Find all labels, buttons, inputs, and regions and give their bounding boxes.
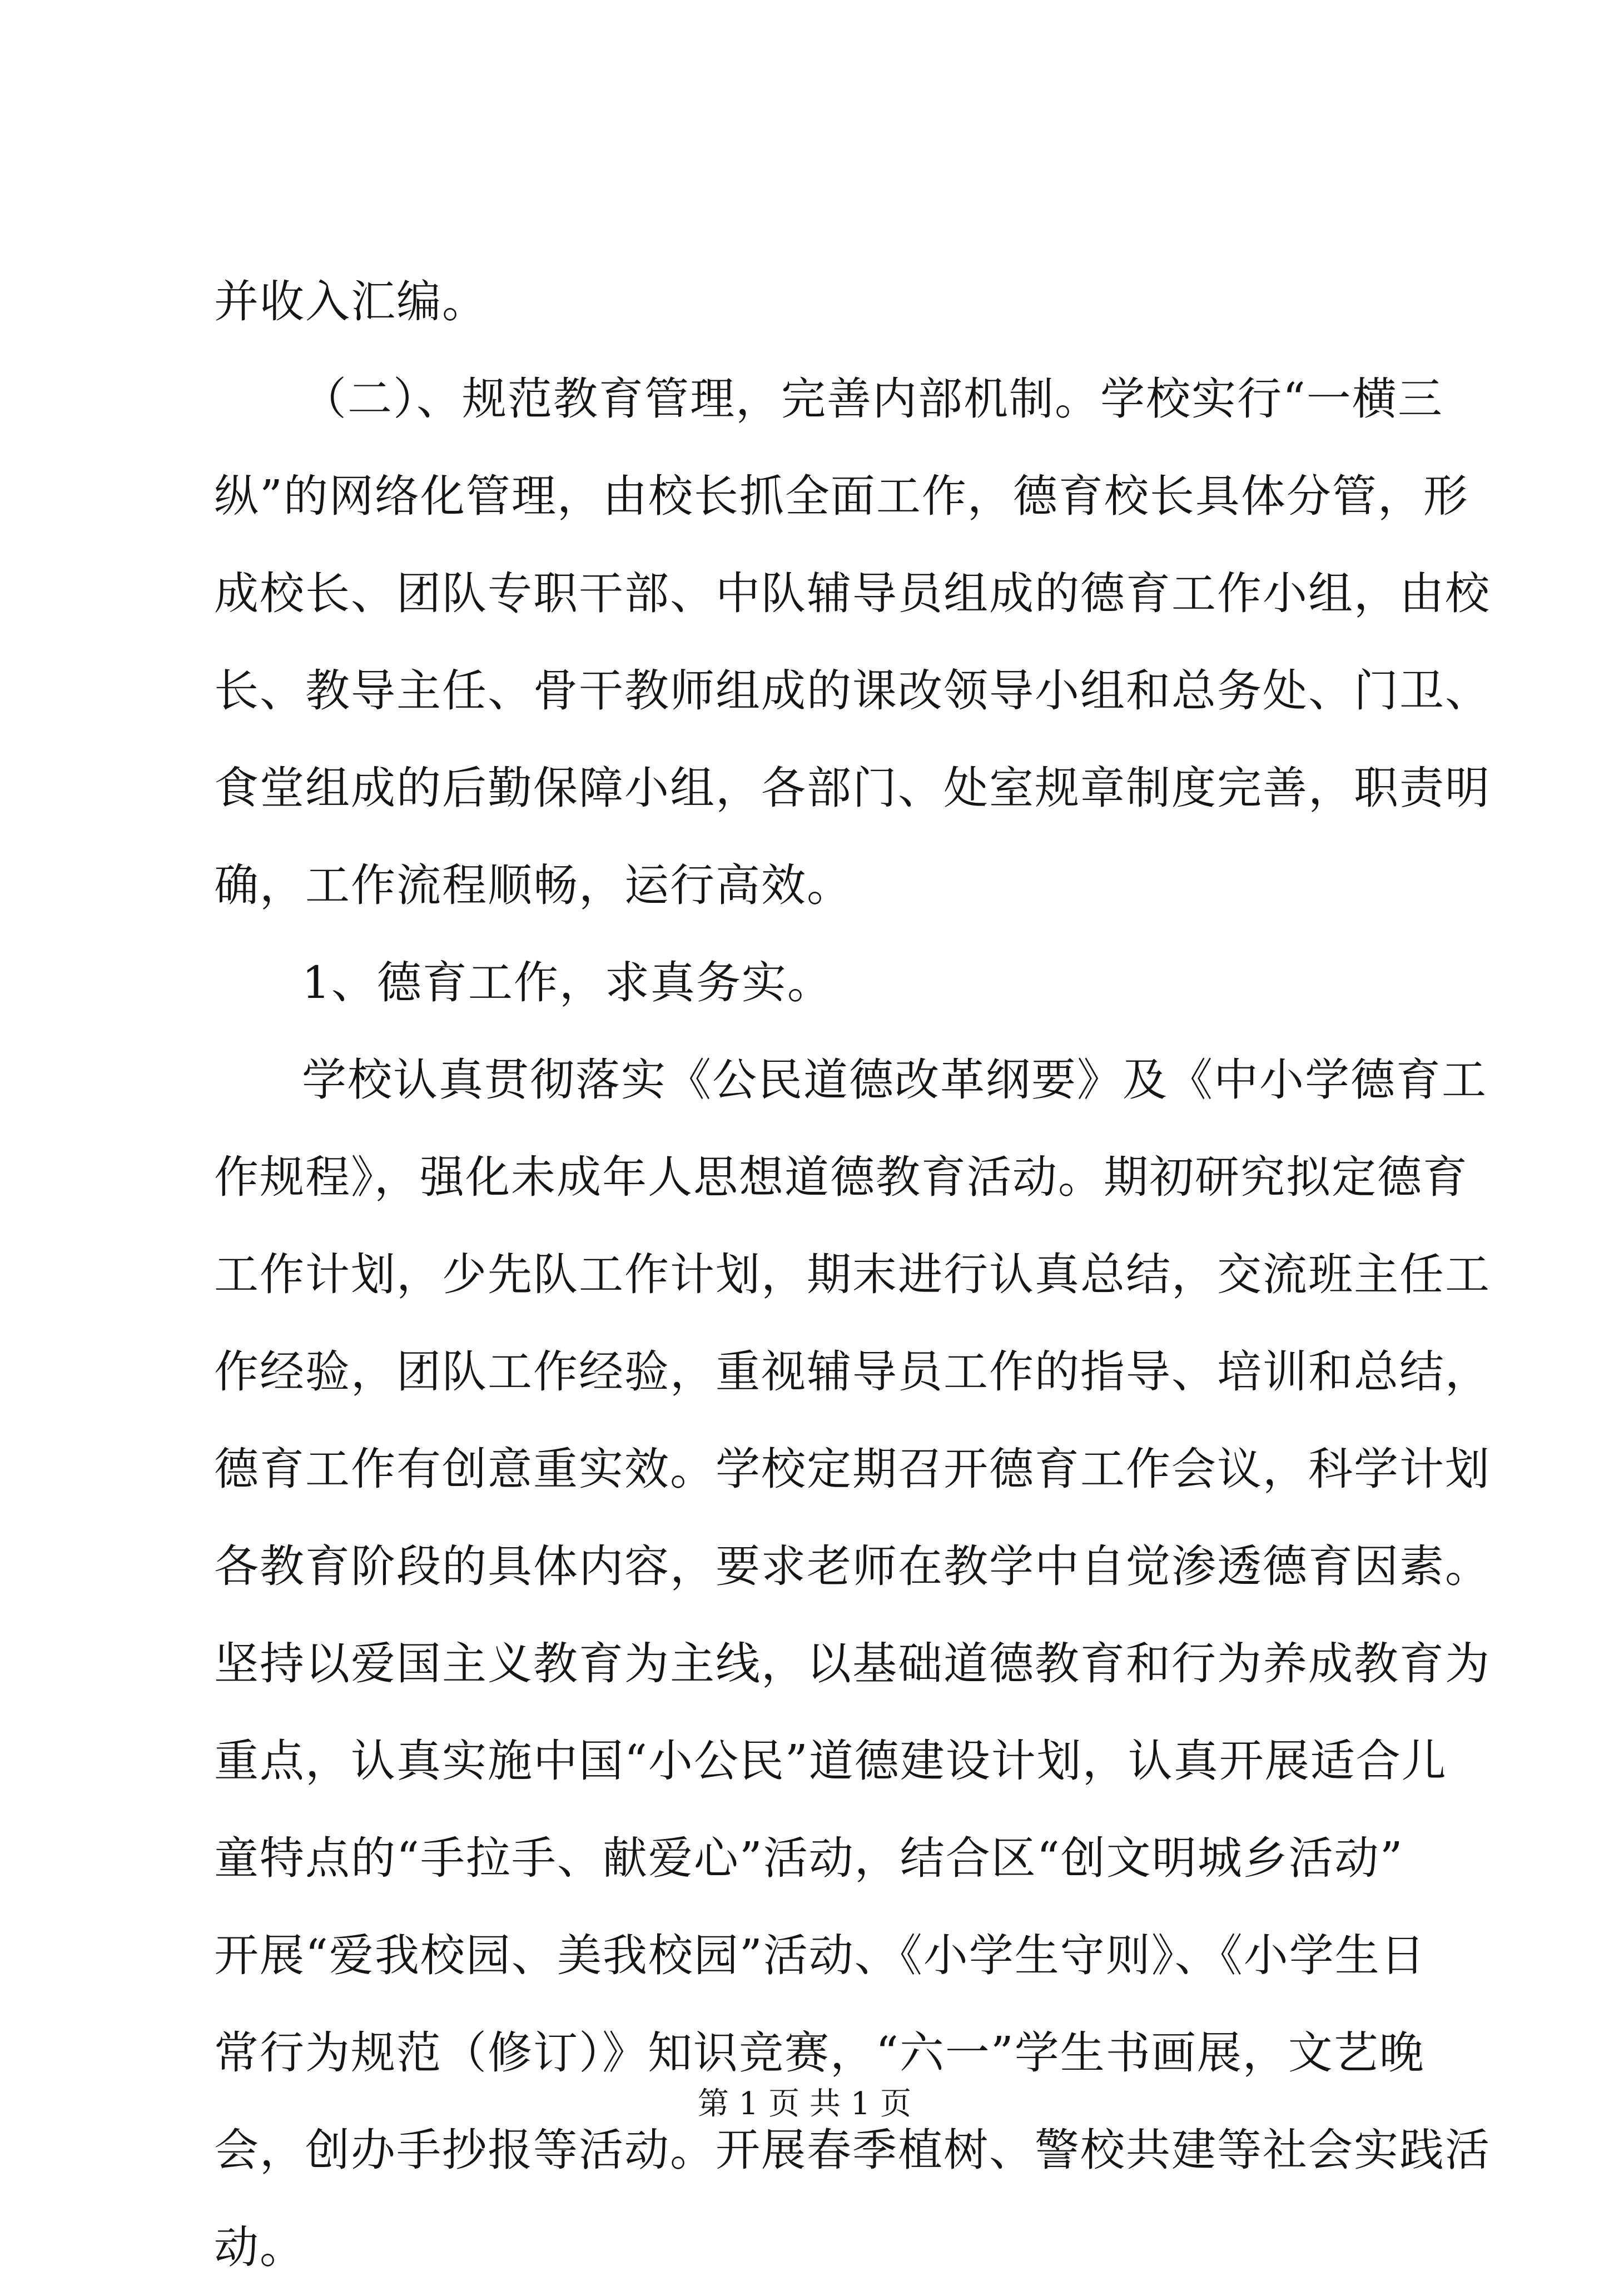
text-line: 重点，认真实施中国“小公民”道德建设计划，认真开展适合儿 — [214, 1735, 1447, 1787]
text-line: 会，创办手抄报等活动。开展春季植树、警校共建等社会实践活 — [214, 2124, 1491, 2176]
text-line: 纵”的网络化管理，由校长抓全面工作，德育校长具体分管，形 — [214, 470, 1469, 522]
text-line: 工作计划，少先队工作计划，期末进行认真总结，交流班主任工 — [214, 1249, 1491, 1300]
text-line: 坚持以爱国主义教育为主线，以基础道德教育和行为养成教育为 — [214, 1638, 1491, 1689]
text-line: 作规程》，强化未成年人思想道德教育活动。期初研究拟定德育 — [214, 1151, 1468, 1203]
text-line: 并收入汇编。 — [214, 276, 488, 327]
text-line: 常行为规范（修订）》知识竞赛，“六一”学生书画展，文艺晚 — [214, 2027, 1425, 2079]
text-line: 德育工作有创意重实效。学校定期召开德育工作会议，科学计划 — [214, 1443, 1491, 1495]
text-line: 动。 — [214, 2222, 305, 2273]
document-body — [214, 253, 1491, 2296]
text-line: 长、教导主任、骨干教师组成的课改领导小组和总务处、门卫、 — [214, 665, 1491, 717]
text-line: （二）、规范教育管理，完善内部机制。学校实行“一横三 — [302, 373, 1443, 425]
text-line: 食堂组成的后勤保障小组，各部门、处室规章制度完善，职责明 — [214, 762, 1491, 814]
text-line: 学校认真贯彻落实《公民道德改革纲要》及《中小学德育工 — [302, 1054, 1487, 1106]
text-line: 开展“爱我校园、美我校园”活动、《小学生守则》、《小学生日 — [214, 1930, 1426, 1981]
text-line: 成校长、团队专职干部、中队辅导员组成的德育工作小组，由校 — [214, 568, 1491, 619]
text-line: 各教育阶段的具体内容，要求老师在教学中自觉渗透德育因素。 — [214, 1540, 1491, 1592]
text-line: 1、德育工作，求真务实。 — [302, 957, 833, 1008]
page-footer: 第 1 页 共 1 页 — [697, 2086, 912, 2122]
text-line: 童特点的“手拉手、献爱心”活动，结合区“创文明城乡活动” — [214, 1832, 1404, 1884]
text-line: 作经验，团队工作经验，重视辅导员工作的指导、培训和总结， — [214, 1346, 1491, 1398]
text-line: 确，工作流程顺畅，运行高效。 — [214, 859, 852, 911]
